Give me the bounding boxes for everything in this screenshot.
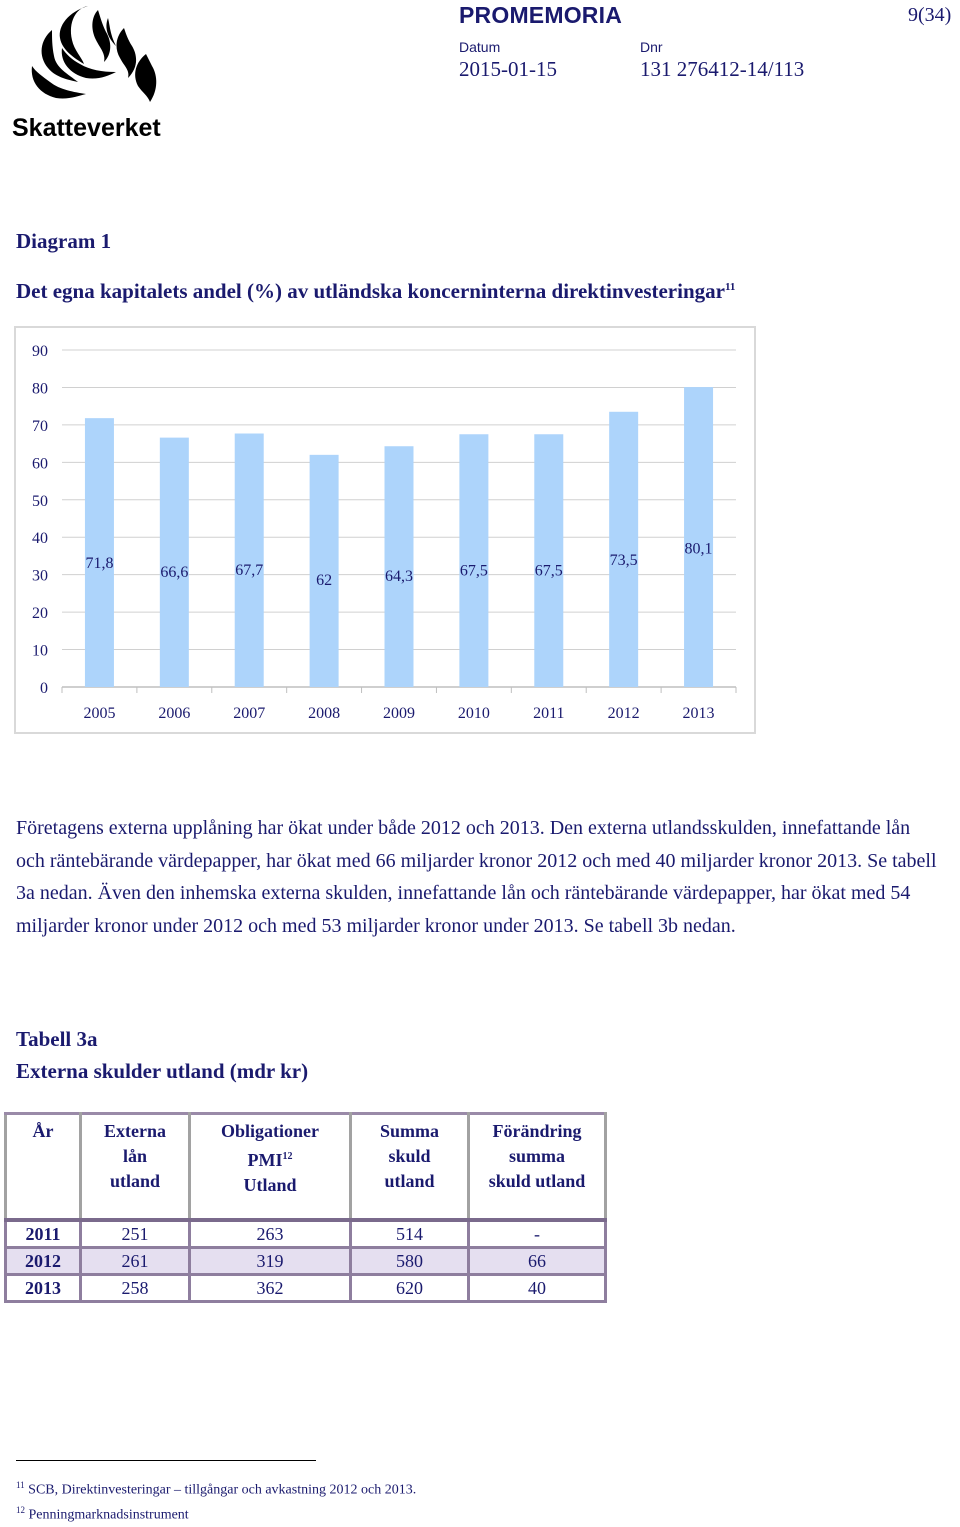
bar xyxy=(684,387,713,687)
table-row xyxy=(6,1220,606,1248)
header-line: År xyxy=(32,1121,54,1141)
chart-canvas xyxy=(16,328,756,734)
footnote-ref: 12 xyxy=(282,1151,293,1162)
bar xyxy=(534,434,563,687)
cell-loans: 261 xyxy=(81,1248,190,1275)
bar xyxy=(310,455,339,687)
data-label: 73,5 xyxy=(609,551,638,569)
cell-change: 40 xyxy=(469,1275,606,1302)
header-total-debt xyxy=(351,1114,469,1221)
header-change xyxy=(469,1114,606,1221)
cell-total: 514 xyxy=(351,1220,469,1248)
x-tick-label: 2011 xyxy=(533,705,565,722)
header-line: Utland xyxy=(243,1175,297,1195)
x-tick-label: 2005 xyxy=(83,705,116,722)
x-tick-label: 2010 xyxy=(457,705,490,722)
x-tick-label: 2009 xyxy=(383,705,415,722)
data-label: 64,3 xyxy=(385,568,413,586)
page-number: 9(34) xyxy=(908,4,952,26)
data-label: 67,5 xyxy=(534,562,563,580)
cell-bonds: 319 xyxy=(190,1248,351,1275)
header-line: summa xyxy=(508,1146,565,1166)
header-line: Externa xyxy=(104,1121,166,1141)
cell-year: 2013 xyxy=(6,1275,81,1302)
table-title: Externa skulder utland (mdr kr) xyxy=(16,1059,309,1083)
data-label: 67,5 xyxy=(459,562,488,580)
header-line: Förändring xyxy=(492,1121,582,1141)
external-debt-table xyxy=(4,1112,607,1303)
data-label: 67,7 xyxy=(235,562,264,580)
y-tick-label: 80 xyxy=(32,380,48,398)
header-year xyxy=(6,1114,81,1221)
bar xyxy=(85,418,114,687)
y-tick-label: 90 xyxy=(32,343,48,360)
x-tick-label: 2006 xyxy=(158,705,191,722)
logo-swirl-icon xyxy=(12,2,167,142)
cell-bonds: 263 xyxy=(190,1220,351,1248)
y-tick-label: 0 xyxy=(40,680,48,697)
footnote-ref: 11 xyxy=(724,281,736,293)
bar xyxy=(160,438,189,687)
dnr-label: Dnr xyxy=(640,39,663,55)
dnr-value: 131 276412-14/113 xyxy=(640,57,805,81)
data-label: 66,6 xyxy=(160,564,189,582)
cell-loans: 251 xyxy=(81,1220,190,1248)
data-label: 62 xyxy=(316,572,333,590)
header-external-loans xyxy=(81,1114,190,1221)
diagram-label: Diagram 1 xyxy=(16,229,112,253)
header-line: Summa xyxy=(379,1121,439,1141)
header-line: skuld utland xyxy=(488,1171,586,1191)
footnote-text: SCB, Direktinvesteringar – tillgångar och avkastning 2012 och 2013. xyxy=(28,1482,417,1498)
y-tick-label: 10 xyxy=(32,642,48,660)
x-tick-label: 2008 xyxy=(308,705,341,722)
datum-label: Datum xyxy=(459,39,501,55)
x-tick-label: 2013 xyxy=(682,705,715,722)
logo-wordmark: Skatteverket xyxy=(12,114,161,142)
data-label: 71,8 xyxy=(85,554,114,572)
footnote-11 xyxy=(16,1480,416,1499)
header-line: Obligationer xyxy=(221,1121,319,1141)
x-tick-label: 2012 xyxy=(607,705,640,722)
header-line: lån xyxy=(122,1146,147,1166)
body-paragraph: Företagens externa upplåning har ökat under både 2012 och 2013. Den externa utlandsskulden, innefattande lån och räntebärande värdepapper, har ökat med 66 miljarder kronor 2012 och med 40 miljarder kronor 2013. Se tabell 3a nedan. Även den inhemska externa skulden, innefattande lån och räntebärande värdepapper, har ökat med 54 miljarder kronor under 2012 och med 53 miljarder kronor under 2013. Se tabell 3b nedan. xyxy=(16,817,937,937)
bar xyxy=(235,434,264,687)
skatteverket-logo xyxy=(12,2,167,142)
cell-year: 2011 xyxy=(6,1220,81,1248)
header-bonds xyxy=(190,1114,351,1221)
table-header-row xyxy=(6,1114,606,1221)
y-tick-label: 20 xyxy=(32,605,48,623)
diagram-title xyxy=(16,279,735,304)
footnote-text: Penningmarknadsinstrument xyxy=(28,1507,189,1523)
x-tick-label: 2007 xyxy=(233,705,266,722)
data-label: 80,1 xyxy=(684,540,713,558)
cell-total: 620 xyxy=(351,1275,469,1302)
y-tick-label: 40 xyxy=(32,530,48,548)
header-line: PMI xyxy=(247,1150,283,1170)
cell-total: 580 xyxy=(351,1248,469,1275)
bar xyxy=(609,412,638,687)
footnote-number: 11 xyxy=(16,1480,25,1490)
y-tick-label: 70 xyxy=(32,417,48,435)
bar xyxy=(459,434,488,687)
cell-loans: 258 xyxy=(81,1275,190,1302)
cell-change: 66 xyxy=(469,1248,606,1275)
table-row xyxy=(6,1275,606,1302)
y-tick-label: 60 xyxy=(32,455,48,473)
header-line: utland xyxy=(109,1171,161,1191)
table-row xyxy=(6,1248,606,1275)
header-line: skuld xyxy=(388,1146,431,1166)
diagram-title-text: Det egna kapitalets andel (%) av utländska koncerninterna direktinvesteringar xyxy=(16,279,725,303)
document-type: PROMEMORIA xyxy=(459,2,622,28)
cell-year: 2012 xyxy=(6,1248,81,1275)
bar-chart xyxy=(14,326,756,734)
table-label: Tabell 3a xyxy=(16,1027,98,1051)
bar xyxy=(385,446,414,687)
cell-bonds: 362 xyxy=(190,1275,351,1302)
y-tick-label: 30 xyxy=(32,567,48,585)
footnote-12 xyxy=(16,1505,189,1524)
datum-value: 2015-01-15 xyxy=(459,57,557,81)
footnote-divider xyxy=(16,1460,316,1461)
y-tick-label: 50 xyxy=(32,492,48,510)
footnote-number: 12 xyxy=(16,1505,25,1515)
header-line: utland xyxy=(384,1171,435,1191)
cell-change: - xyxy=(469,1220,606,1248)
